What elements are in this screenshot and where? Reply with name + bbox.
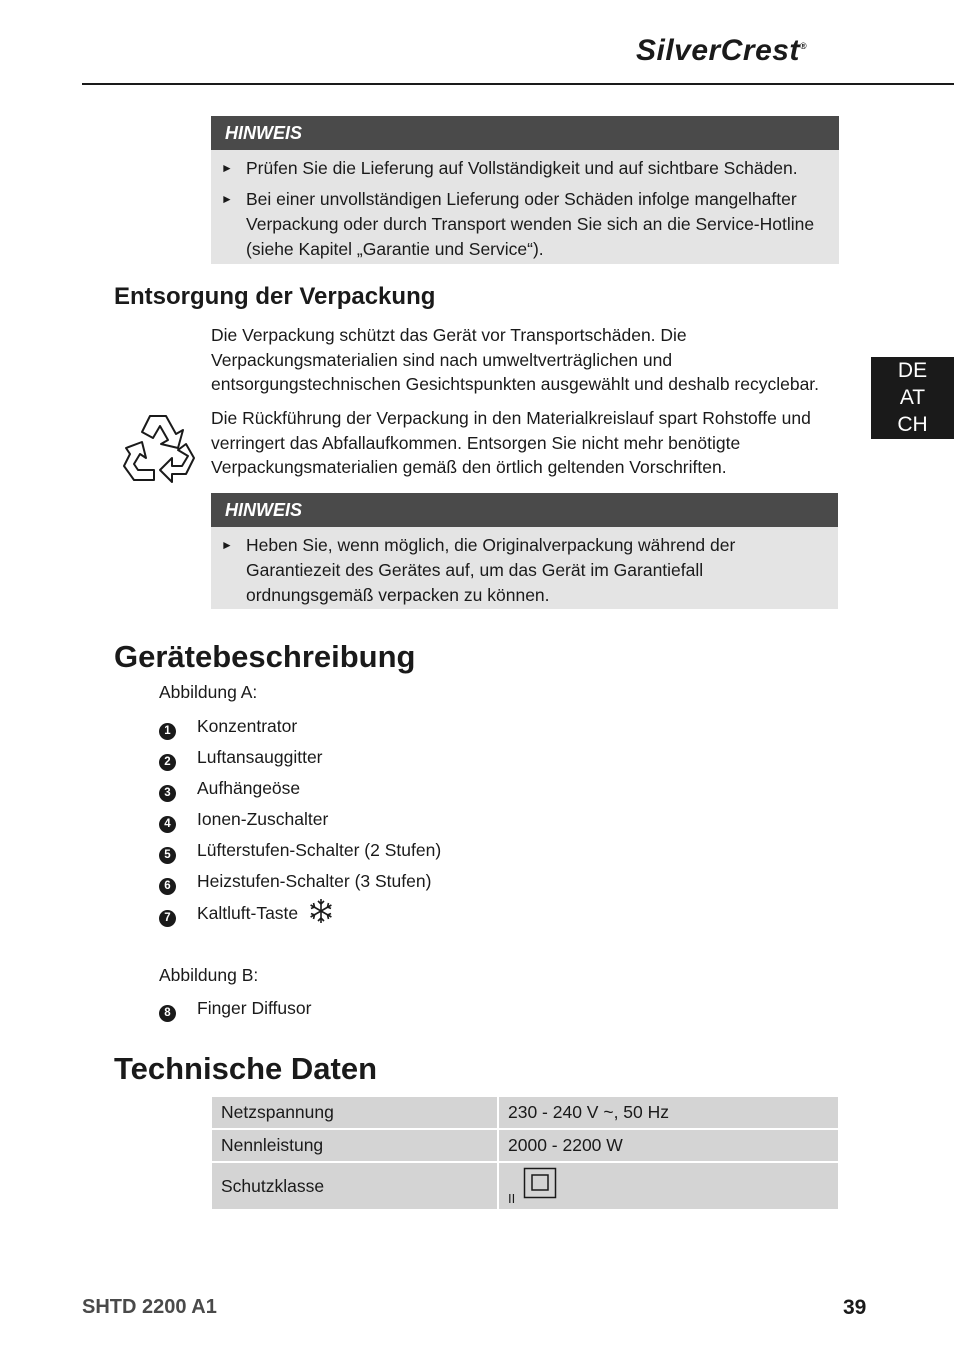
language-at: AT bbox=[899, 386, 926, 409]
snowflake-icon bbox=[307, 897, 335, 925]
language-ch: CH bbox=[897, 413, 928, 436]
brand-logo: SilverCrest® bbox=[636, 34, 808, 67]
number-badge: 6 bbox=[159, 878, 176, 895]
number-badge: 8 bbox=[159, 1005, 176, 1022]
list-item: 7 Kaltluft-Taste bbox=[159, 897, 441, 928]
bullet-arrow-icon: ► bbox=[221, 161, 233, 175]
note-title: HINWEIS bbox=[211, 116, 839, 150]
figure-b-label: Abbildung B: bbox=[159, 965, 259, 985]
number-badge: 4 bbox=[159, 816, 176, 833]
disposal-paragraph-2: Die Rückführung der Verpackung in den Materialkreislauf spart Rohstoffe und verringert das Abfallaufkommen. Entsorgen Sie nicht mehr benötigte Verpackungsmaterialien gemäß den örtlich geltenden Vorschriften. bbox=[211, 408, 811, 477]
bullet-arrow-icon: ► bbox=[221, 192, 233, 206]
tech-table bbox=[210, 1095, 840, 1211]
protection-class-ii-icon bbox=[523, 1167, 557, 1199]
table-cell-label: Netzspannung bbox=[212, 1097, 497, 1128]
table-cell-value: 230 - 240 V ~, 50 Hz bbox=[499, 1097, 838, 1128]
number-badge: 5 bbox=[159, 847, 176, 864]
note-box-packaging bbox=[211, 493, 838, 609]
list-item: 2 Luftansauggitter bbox=[159, 742, 441, 773]
language-de: DE bbox=[897, 359, 928, 382]
disposal-paragraph-1: Die Verpackung schützt das Gerät vor Transportschäden. Die Verpackungsmaterialien sind nach umweltverträglichen und entsorgungstechnischen Gesichtspunkten ausgewählt und deshalb recyclebar. bbox=[211, 325, 820, 394]
figure-a-list bbox=[159, 711, 441, 928]
section-heading-description: Gerätebeschreibung bbox=[114, 639, 416, 674]
list-item: 6 Heizstufen-Schalter (3 Stufen) bbox=[159, 866, 441, 897]
note-title: HINWEIS bbox=[211, 493, 838, 527]
table-row bbox=[212, 1130, 838, 1161]
section-heading-disposal: Entsorgung der Verpackung bbox=[114, 283, 436, 310]
number-badge: 1 bbox=[159, 723, 176, 740]
protection-class-text: II bbox=[508, 1190, 516, 1206]
list-item: 4 Ionen-Zuschalter bbox=[159, 804, 441, 835]
note-item: ► Bei einer unvollständigen Lieferung oder Schäden infolge mangelhafter Verpackung oder durch Transport wenden Sie sich an die Service-Hotline (siehe Kapitel „Garantie und Service“). bbox=[221, 189, 815, 259]
bullet-arrow-icon: ► bbox=[221, 538, 233, 552]
header-rule bbox=[82, 83, 954, 85]
list-item: 1 Konzentrator bbox=[159, 711, 441, 742]
table-row bbox=[212, 1097, 838, 1128]
figure-b-list bbox=[159, 993, 311, 1024]
recycle-icon bbox=[120, 408, 202, 486]
page-number: 39 bbox=[843, 1296, 867, 1319]
footer-model: SHTD 2200 A1 bbox=[82, 1296, 217, 1318]
number-badge: 2 bbox=[159, 754, 176, 771]
table-cell-value: 2000 - 2200 W bbox=[499, 1130, 838, 1161]
number-badge: 3 bbox=[159, 785, 176, 802]
note-box-delivery bbox=[211, 116, 839, 264]
section-heading-tech: Technische Daten bbox=[114, 1051, 378, 1086]
note-item: ► Heben Sie, wenn möglich, die Originalverpackung während der Garantiezeit des Gerätes auf, um das Gerät im Garantiefall ordnungsgemäß verpacken zu können. bbox=[221, 535, 736, 605]
list-item: 8 Finger Diffusor bbox=[159, 993, 311, 1024]
table-cell-label: Schutzklasse bbox=[212, 1163, 497, 1209]
table-cell-label: Nennleistung bbox=[212, 1130, 497, 1161]
list-item: 5 Lüfterstufen-Schalter (2 Stufen) bbox=[159, 835, 441, 866]
table-row bbox=[212, 1163, 838, 1209]
list-item: 3 Aufhängeöse bbox=[159, 773, 441, 804]
number-badge: 7 bbox=[159, 910, 176, 927]
note-item: ► Prüfen Sie die Lieferung auf Vollständigkeit und auf sichtbare Schäden. bbox=[211, 156, 819, 181]
language-tab bbox=[871, 357, 954, 439]
figure-a-label: Abbildung A: bbox=[159, 682, 258, 702]
table-cell-value bbox=[499, 1163, 838, 1209]
